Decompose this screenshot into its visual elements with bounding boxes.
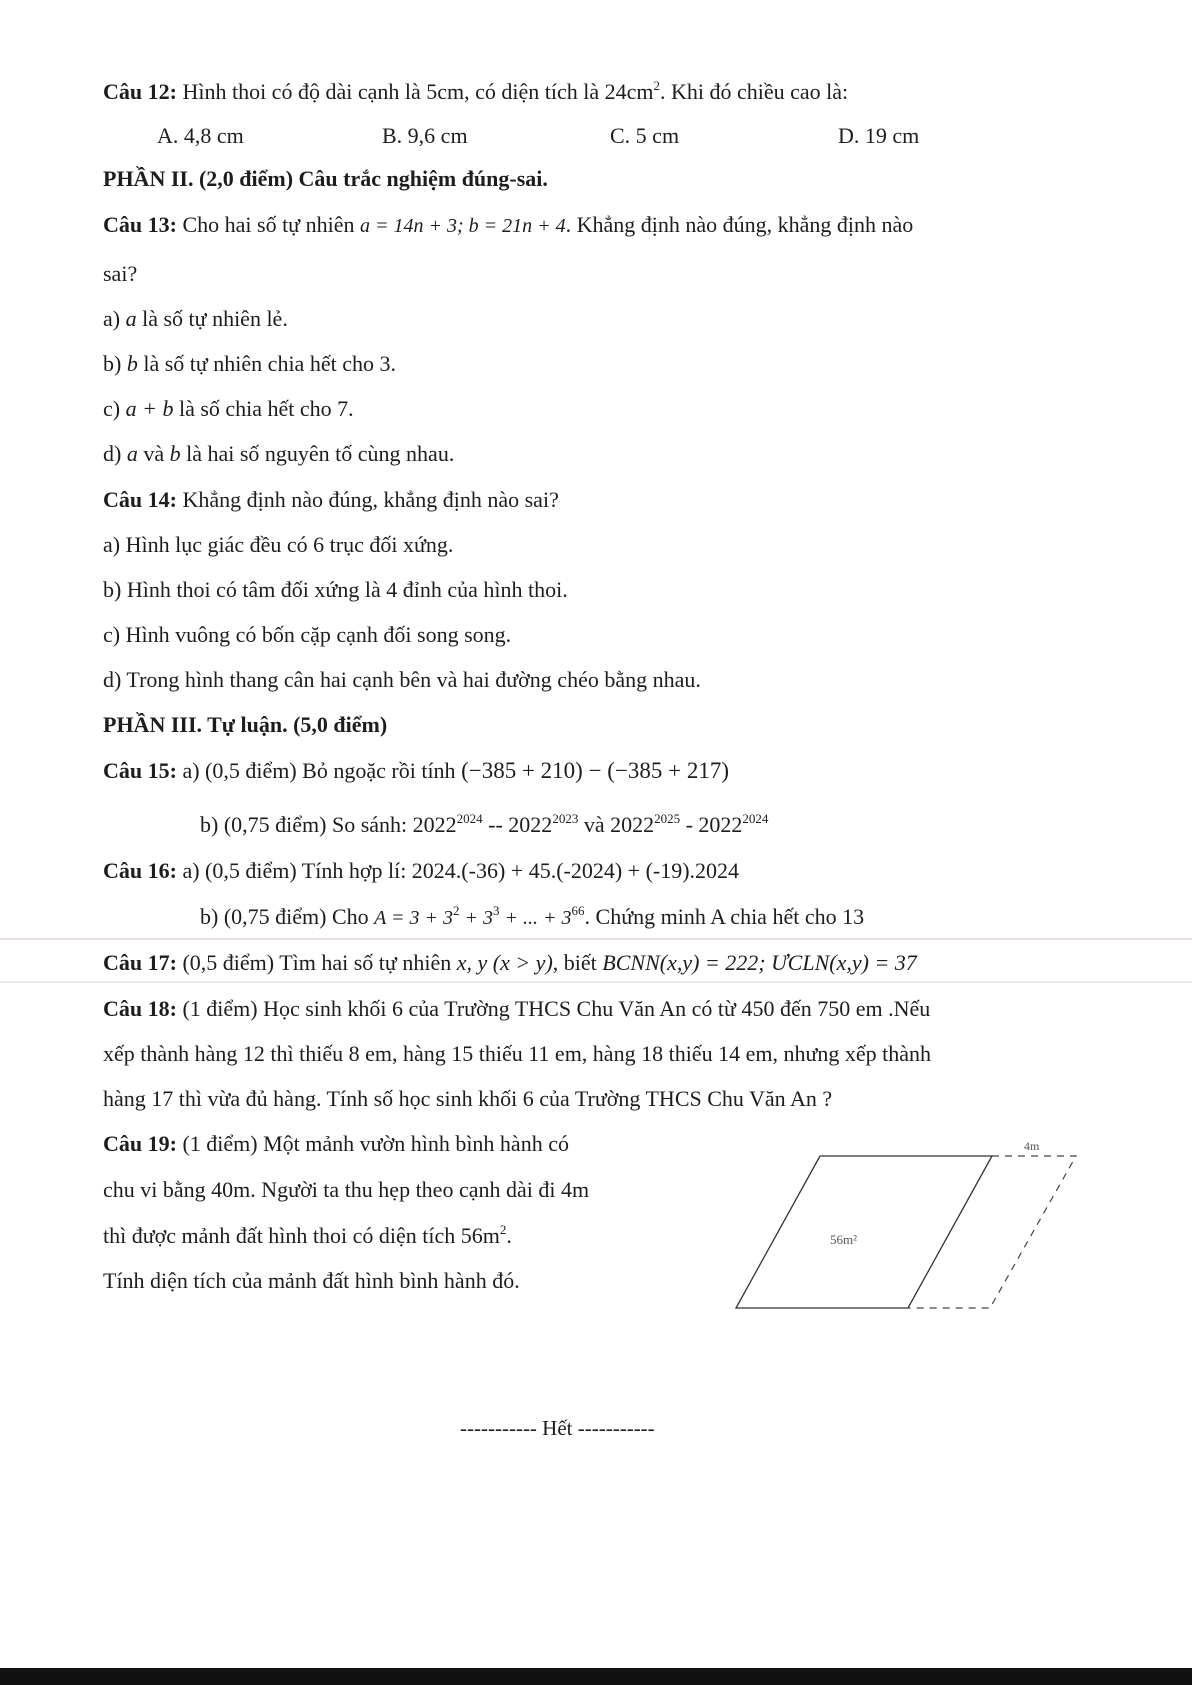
option-a: A. 4,8 cm xyxy=(157,123,244,148)
question-19-line3: thì được mảnh đất hình thoi có diện tích $56m^2$. xyxy=(103,1222,512,1248)
q14-item-d: d) Trong hình thang cân hai cạnh bên và hai đường chéo bằng nhau. xyxy=(103,667,701,692)
q13-item-c: c) a + b là số chia hết cho 7. xyxy=(103,396,354,421)
question-13-cont: sai? xyxy=(103,261,138,286)
rhombus-shape xyxy=(736,1156,992,1308)
question-15b: b) (0,75 điểm) So sánh: $2022^{2024} -- 2022^{2023}$ và $2022^{2025} - 2022^{2024}$ xyxy=(200,811,769,837)
option-c: C. 5 cm xyxy=(610,123,680,148)
section-2-title: PHẦN II. (2,0 điểm) Câu trắc nghiệm đúng-sai. xyxy=(103,166,548,191)
question-12: Câu 12: Hình thoi có độ dài cạnh là 5cm, có diện tích là $24cm^2$. Khi đó chiều cao là: xyxy=(103,78,849,104)
question-14: Câu 14: Khẳng định nào đúng, khẳng định nào sai? xyxy=(103,487,559,512)
scan-border xyxy=(0,1668,1192,1685)
question-17: Câu 17: (0,5 điểm) Tìm hai số tự nhiên x, y (x > y), biết BCNN(x,y) = 222; ƯCLN(x,y) = 37 xyxy=(103,950,917,975)
option-d: D. 19 cm xyxy=(838,123,920,148)
q14-item-a: a) Hình lục giác đều có 6 trục đối xứng. xyxy=(103,532,454,557)
parallelogram-figure xyxy=(728,1128,1084,1318)
dashed-extension xyxy=(908,1156,1076,1308)
question-18-line2: xếp thành hàng 12 thì thiếu 8 em, hàng 15 thiếu 11 em, hàng 18 thiếu 14 em, nhưng xếp thành xyxy=(103,1041,932,1066)
question-18: Câu 18: (1 điểm) Học sinh khối 6 của Trường THCS Chu Văn An có từ 450 đến 750 em .Nếu xyxy=(103,996,931,1021)
question-16b: b) (0,75 điểm) Cho $A = 3 + 3^2 + 3^3$ + ... + $3^{66}$. Chứng minh A chia hết cho 13 xyxy=(200,903,865,929)
question-19-line2: chu vi bằng 40m. Người ta thu hẹp theo cạnh dài đi 4m xyxy=(103,1177,590,1202)
question-16a: Câu 16: a) (0,5 điểm) Tính hợp lí: 2024.(-36) + 45.(-2024) + (-19).2024 xyxy=(103,858,740,883)
end-marker: ----------- Hết ----------- xyxy=(460,1416,655,1440)
section-3-title: PHẦN III. Tự luận. (5,0 điểm) xyxy=(103,712,388,737)
question-label: Câu 12: xyxy=(103,79,177,104)
question-15a: Câu 15: a) (0,5 điểm) Bỏ ngoặc rồi tính (−385 + 210) − (−385 + 217) xyxy=(103,758,730,783)
q13-item-d: d) a và b là hai số nguyên tố cùng nhau. xyxy=(103,441,455,466)
area-label: 56m² xyxy=(830,1232,858,1247)
q14-item-c: c) Hình vuông có bốn cặp cạnh đối song song. xyxy=(103,622,512,647)
question-13: Câu 13: Cho hai số tự nhiên a = 14n + 3; b = 21n + 4. Khẳng định nào đúng, khẳng định nào xyxy=(103,212,914,237)
question-19-line4: Tính diện tích của mảnh đất hình bình hành đó. xyxy=(103,1268,520,1293)
q13-item-a: a) a là số tự nhiên lẻ. xyxy=(103,306,288,331)
question-18-line3: hàng 17 thì vừa đủ hàng. Tính số học sinh khối 6 của Trường THCS Chu Văn An ? xyxy=(103,1086,833,1111)
q14-item-b: b) Hình thoi có tâm đối xứng là 4 đỉnh của hình thoi. xyxy=(103,577,568,602)
width-label: 4m xyxy=(1024,1139,1040,1153)
question-19: Câu 19: (1 điểm) Một mảnh vườn hình bình hành có xyxy=(103,1131,569,1156)
option-b: B. 9,6 cm xyxy=(382,123,468,148)
q13-item-b: b) b là số tự nhiên chia hết cho 3. xyxy=(103,351,396,376)
scan-streak xyxy=(0,938,1192,940)
scan-streak xyxy=(0,981,1192,983)
